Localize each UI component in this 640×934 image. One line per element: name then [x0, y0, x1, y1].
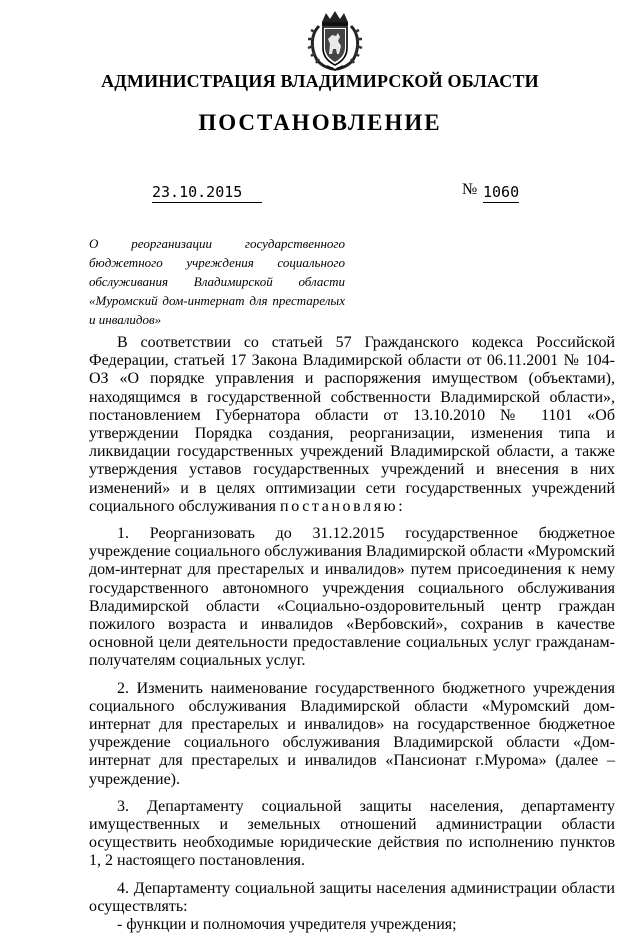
subject-line: обслуживания Владимирской области — [89, 274, 345, 289]
document-number-label: № — [462, 181, 478, 198]
item-4-subitem-1: - функции и полномочия учредителя учреждения; — [117, 916, 457, 934]
preamble-paragraph — [89, 334, 615, 516]
item-2-paragraph: 2. Изменить наименование государственного бюджетного учреждения социального обслуживания Владимирской области «Муромский дом-интернат для престарелых и инвалидов» на государственное бюджетное учреждение социального обслуживания Владимирской области «Дом-интернат для престарелых и инвалидов «Пансионат г.Мурома» (далее – учреждение). — [89, 679, 615, 788]
subject-line: бюджетного учреждения социального — [89, 255, 345, 270]
subject-line: О реорганизации государственного — [89, 236, 345, 251]
document-body — [89, 334, 615, 934]
coat-of-arms-icon — [305, 8, 365, 72]
subject-line: и инвалидов» — [89, 312, 162, 327]
document-subject — [89, 234, 345, 329]
preamble-text: В соответствии со статьей 57 Гражданского кодекса Российской Федерации, статьей 17 Закона Владимирской области от 06.11.2001 № 104-ОЗ «О порядке управления и распоряжения имуществом (объектами), находящимся в государственной собственности Владимирской области», постановлением Губернатора области от 13.10.2010 № 1101 «Об утверждении Порядка создания, реорганизации, изменения типа и ликвидации государственных учреждений Владимирской области, а также утверждения уставов государственных учреждений и внесения в них изменений» и в целях оптимизации сети государственных учреждений социального обслуживания — [89, 334, 615, 515]
decree-word: постановляю: — [280, 497, 406, 515]
item-3-paragraph: 3. Департаменту социальной защиты населения, департаменту имущественных и земельных отношений администрации области осуществить необходимые юридические действия по исполнению пунктов 1, 2 настоящего постановления. — [89, 797, 615, 870]
subject-line: «Муромский дом-интернат для престарелых — [89, 293, 345, 308]
document-date: 23.10.2015 — [152, 183, 262, 203]
document-type-title: ПОСТАНОВЛЕНИЕ — [198, 110, 442, 135]
item-4-paragraph: 4. Департаменту социальной защиты населения администрации области осуществлять: — [89, 879, 615, 915]
document-number: 1060 — [483, 183, 520, 201]
organization-title: АДМИНИСТРАЦИЯ ВЛАДИМИРСКОЙ ОБЛАСТИ — [101, 71, 539, 91]
item-1-paragraph: 1. Реорганизовать до 31.12.2015 государственное бюджетное учреждение социального обслуживания Владимирской области «Муромский дом-интернат для престарелых и инвалидов» путем присоединения к нему государственного автономного учреждения социального обслуживания Владимирской области «Социально-оздоровительный центр граждан пожилого возраста и инвалидов «Вербовский», сохранив в качестве основной цели деятельности предоставление социальных услуг гражданам-получателям социальных услуг. — [89, 525, 615, 670]
